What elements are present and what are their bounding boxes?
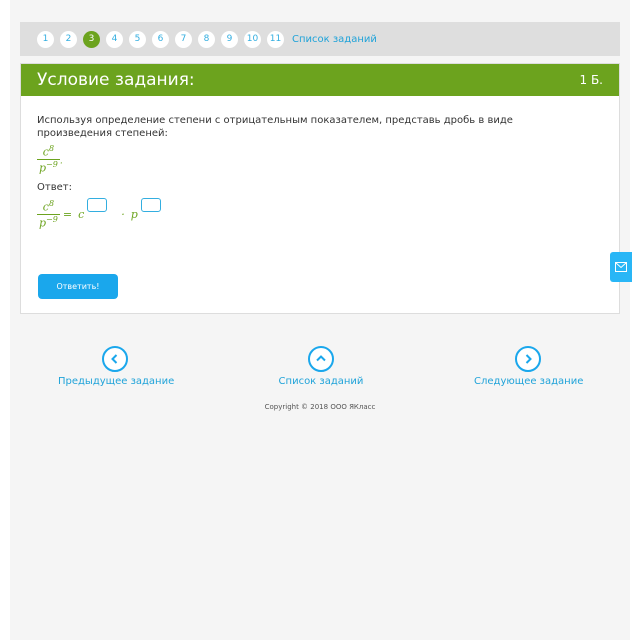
task-list-nav[interactable] (278, 346, 364, 387)
page-9[interactable]: 9 (221, 31, 238, 48)
page-1[interactable]: 1 (37, 31, 54, 48)
prev-task-nav[interactable] (58, 346, 175, 387)
answer-label: Ответ: (37, 182, 72, 194)
multiply-dot: · (121, 207, 125, 221)
page-7[interactable]: 7 (175, 31, 192, 48)
task-expression: $\frac{c^8}{p^{-9}}$ . (39, 144, 63, 175)
page-8[interactable]: 8 (198, 31, 215, 48)
chevron-up-icon (308, 346, 334, 372)
task-list-label: Список заданий (278, 376, 364, 387)
page-3-current[interactable]: 3 (83, 31, 100, 48)
answer-fraction: $\frac{c^8}{p^{-9}}$ (39, 199, 58, 230)
task-card (20, 63, 620, 314)
prev-task-label: Предыдущее задание (58, 376, 175, 387)
equals-sign: = (62, 207, 73, 221)
page-5[interactable]: 5 (129, 31, 146, 48)
answer-base-c: c (78, 207, 85, 221)
exponent-c-input[interactable] (87, 198, 107, 212)
task-pager (20, 22, 620, 56)
chevron-right-icon (515, 346, 541, 372)
task-header (21, 64, 619, 96)
task-list-link[interactable]: Список заданий (292, 33, 377, 45)
chevron-left-icon (102, 346, 128, 372)
page-2[interactable]: 2 (60, 31, 77, 48)
next-task-nav[interactable] (474, 346, 582, 387)
next-task-label: Следующее задание (474, 376, 584, 387)
mail-icon (615, 262, 627, 272)
task-points: 1 Б. (579, 73, 603, 87)
copyright: Copyright © 2018 ООО ЯКласс (264, 403, 376, 411)
exponent-p-input[interactable] (141, 198, 161, 212)
page-11[interactable]: 11 (267, 31, 284, 48)
task-fraction: $\frac{c^8}{p^{-9}}$ (39, 144, 58, 175)
page-10[interactable]: 10 (244, 31, 261, 48)
page-6[interactable]: 6 (152, 31, 169, 48)
answer-base-p: p (130, 207, 138, 221)
submit-button[interactable]: Ответить! (38, 274, 118, 299)
task-title: Условие задания: (37, 70, 195, 90)
feedback-tab[interactable] (610, 252, 632, 282)
answer-expression (37, 199, 603, 229)
page-4[interactable]: 4 (106, 31, 123, 48)
task-text: Используя определение степени с отрицательным показателем, представь дробь в виде произведения степеней: (37, 115, 513, 139)
